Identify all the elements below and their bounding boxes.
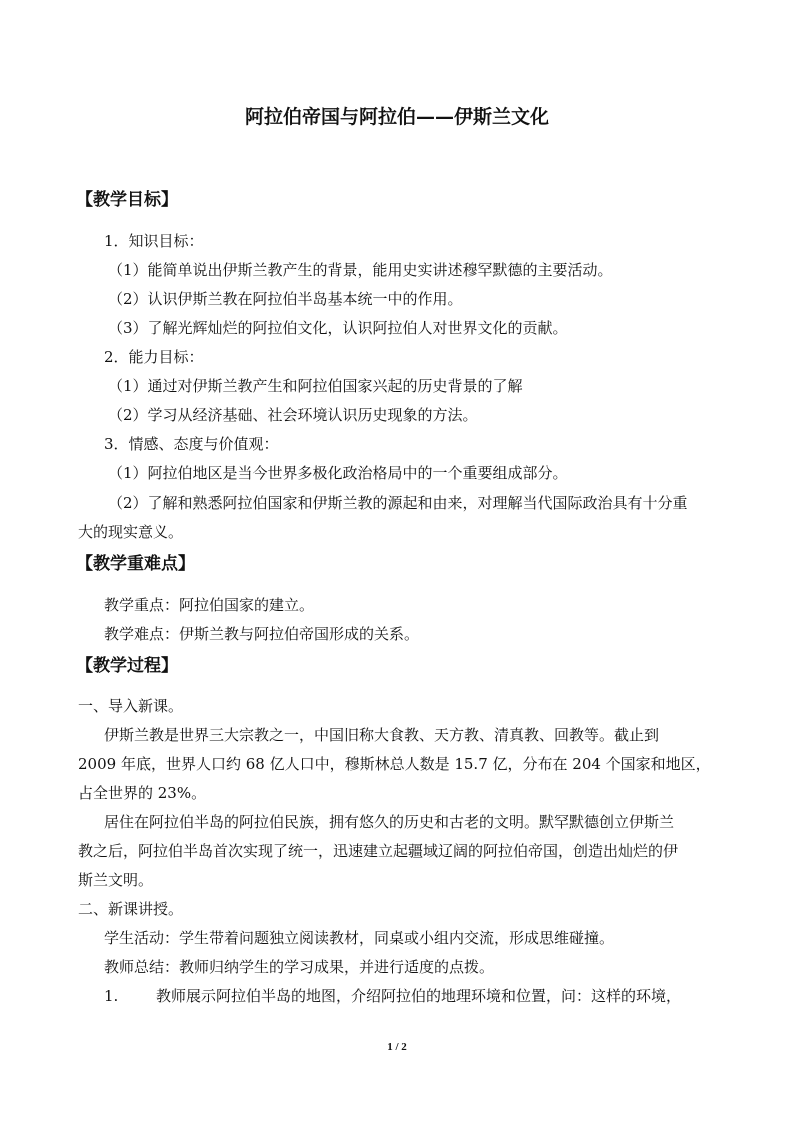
- teaching-difficulty: 教学难点：伊斯兰教与阿拉伯帝国形成的关系。: [104, 625, 420, 643]
- teacher-summary: 教师总结：教师归纳学生的学习成果，并进行适度的点拨。: [104, 958, 495, 976]
- section-heading-process: 【教学过程】: [76, 656, 178, 676]
- intro-paragraph-1-line2: 2009 年底，世界人口约 68 亿人口中，穆斯林总人数是 15.7 亿，分布在 204 个国家和地区，: [78, 755, 711, 773]
- knowledge-goal-1: （1）能简单说出伊斯兰教产生的背景，能用史实讲述穆罕默德的主要活动。: [108, 261, 613, 279]
- knowledge-goals-label: 1．知识目标：: [104, 232, 204, 250]
- emotion-goals-label: 3．情感、态度与价值观：: [104, 435, 279, 453]
- intro-paragraph-2-line1: 居住在阿拉伯半岛的阿拉伯民族，拥有悠久的历史和古老的文明。默罕默德创立伊斯兰: [104, 813, 675, 831]
- emotion-goal-1: （1）阿拉伯地区是当今世界多极化政治格局中的一个重要组成部分。: [108, 464, 568, 482]
- process-part-2-heading: 二、新课讲授。: [78, 900, 184, 918]
- section-heading-key-points: 【教学重难点】: [76, 554, 195, 574]
- process-part-1-heading: 一、导入新课。: [78, 697, 184, 715]
- teaching-focus: 教学重点：阿拉伯国家的建立。: [104, 596, 315, 614]
- document-title: 阿拉伯帝国与阿拉伯——伊斯兰文化: [244, 106, 549, 128]
- emotion-goal-2-line1: （2）了解和熟悉阿拉伯国家和伊斯兰教的源起和由来，对理解当代国际政治具有十分重: [108, 494, 688, 512]
- step-1-text: 教师展示阿拉伯半岛的地图，介绍阿拉伯的地理环境和位置，问：这样的环境，: [156, 987, 682, 1005]
- section-heading-goals: 【教学目标】: [76, 190, 178, 210]
- step-1-number: 1.: [104, 987, 119, 1005]
- emotion-goal-2-line2: 大的现实意义。: [78, 523, 184, 541]
- ability-goal-2: （2）学习从经济基础、社会环境认识历史现象的方法。: [108, 406, 478, 424]
- ability-goal-1: （1）通过对伊斯兰教产生和阿拉伯国家兴起的历史背景的了解: [108, 377, 523, 395]
- student-activity: 学生活动：学生带着问题独立阅读教材，同桌或小组内交流，形成思维碰撞。: [104, 929, 615, 947]
- ability-goals-label: 2．能力目标：: [104, 348, 204, 366]
- intro-paragraph-1-line3: 占全世界的 23%。: [78, 784, 207, 802]
- page-number: 1 / 2: [387, 1041, 407, 1053]
- knowledge-goal-2: （2）认识伊斯兰教在阿拉伯半岛基本统一中的作用。: [108, 290, 463, 308]
- intro-paragraph-2-line2: 教之后，阿拉伯半岛首次实现了统一，迅速建立起疆域辽阔的阿拉伯帝国，创造出灿烂的伊: [78, 842, 679, 860]
- knowledge-goal-3: （3）了解光辉灿烂的阿拉伯文化，认识阿拉伯人对世界文化的贡献。: [108, 319, 568, 337]
- intro-paragraph-2-line3: 斯兰文明。: [78, 871, 154, 889]
- intro-paragraph-1-line1: 伊斯兰教是世界三大宗教之一，中国旧称大食教、天方教、清真教、回教等。截止到: [104, 726, 660, 744]
